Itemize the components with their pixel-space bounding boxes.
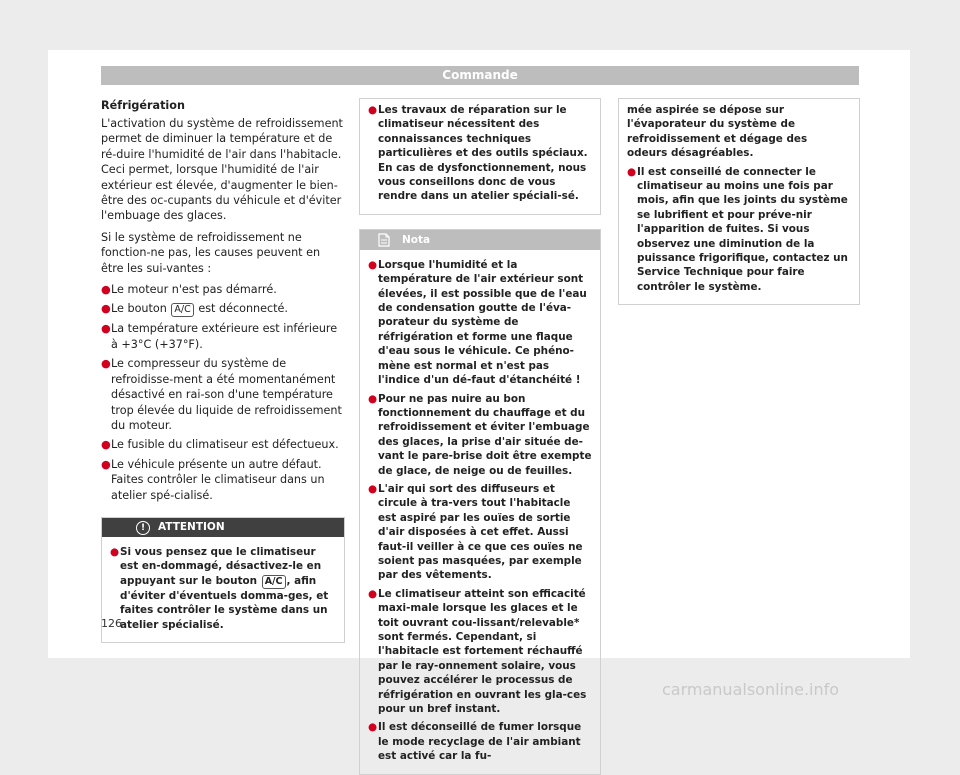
bullet-icon: ● bbox=[101, 283, 111, 297]
list-item: ● L'air qui sort des diffuseurs et circule à tra-vers tout l'habitacle est aspiré par les ouïes de sortie d'air disposées à cet effet. Aussi faut-il veiller à ce que ces ouïes ne soient pas masquées, par exemple par des vêtements. bbox=[368, 482, 583, 582]
attention-box bbox=[101, 517, 345, 643]
page-number: 126 bbox=[101, 617, 122, 630]
note-body bbox=[360, 250, 600, 774]
attention-header bbox=[102, 518, 344, 537]
section-title: Réfrigération bbox=[101, 99, 185, 112]
list-item: ● Le bouton A/C est déconnecté. bbox=[101, 302, 288, 316]
bullet-icon: ● bbox=[368, 482, 378, 495]
note-box bbox=[359, 229, 601, 775]
causes-paragraph: Si le système de refroidissement ne fonction-ne pas, les causes peuvent en être les sui-vantes : bbox=[101, 230, 321, 275]
note-header bbox=[360, 230, 600, 250]
list-item: ● Si vous pensez que le climatiseur est en-dommagé, désactivez-le en appuyant sur le bouton A/C , afin d'éviter d'éventuels domma-ges, et faites contrôler le système dans un atelier spécialisé. bbox=[110, 545, 329, 631]
note-box-continued bbox=[618, 98, 860, 305]
column-middle bbox=[359, 98, 601, 775]
note-icon bbox=[378, 233, 390, 247]
attention-box-continued bbox=[359, 98, 601, 215]
list-item: ● Le fusible du climatiseur est défectueux. bbox=[101, 438, 339, 452]
attention-label: ATTENTION bbox=[158, 520, 225, 533]
bullet-icon: ● bbox=[368, 721, 378, 734]
bullet-icon: ● bbox=[368, 104, 378, 116]
list-item: ● Pour ne pas nuire au bon fonctionnement du chauffage et du refroidissement et éviter l'embuage des glaces, la prise d'air située de-vant le pare-brise doit être exempte de glace, de neige ou de feuilles. bbox=[368, 392, 592, 477]
list-item: ● Le moteur n'est pas démarré. bbox=[101, 283, 277, 297]
column-left bbox=[101, 98, 345, 643]
bullet-icon: ● bbox=[368, 392, 378, 405]
list-item: ● Les travaux de réparation sur le climatiseur nécessitent des connaissances techniques particulières et des outils spéciaux. En cas de dysfonctionnement, nous vous conseillons donc de vous rendre dans un atelier spéciali-sé. bbox=[368, 104, 588, 203]
page-header: Commande bbox=[101, 66, 859, 85]
attention-body bbox=[102, 537, 344, 642]
bullet-icon: ● bbox=[110, 545, 120, 558]
bullet-icon: ● bbox=[101, 438, 111, 452]
continued-text: mée aspirée se dépose sur l'évaporateur du système de refroidissement et dégage des odeurs désagréables. bbox=[627, 104, 808, 160]
ac-key-icon: A/C bbox=[171, 303, 193, 317]
warning-icon: ! bbox=[136, 521, 150, 535]
bullet-icon: ● bbox=[627, 165, 637, 178]
list-item: ● La température extérieure est inférieure à +3°C (+37°F). bbox=[101, 322, 338, 351]
intro-paragraph: L'activation du système de refroidissement permet de diminuer la température et de ré-duire l'humidité de l'air dans l'habitacle. Ceci permet, lorsque l'humidité de l'air extérieur est élevée, d'augmenter le bien-être des oc-cupants du véhicule et d'éviter l'embuage des glaces. bbox=[101, 117, 343, 223]
ac-key-icon: A/C bbox=[262, 575, 286, 589]
list-item: ● Lorsque l'humidité et la température de l'air extérieur sont élevées, il est possible que de l'eau de condensation goutte de l'éva-porateur du système de réfrigération et forme une flaque d'eau sous le véhicule. Ce phéno-mène est normal et n'est pas l'indice d'un dé-faut d'étanchéité ! bbox=[368, 258, 587, 387]
bullet-icon: ● bbox=[101, 357, 111, 371]
bullet-icon: ● bbox=[101, 322, 111, 336]
bullet-icon: ● bbox=[101, 302, 111, 316]
list-item: ● Le climatiseur atteint son efficacité maxi-male lorsque les glaces et le toit ouvrant cou-lissant/relevable* sont fermés. Cependant, si l'habitacle est fortement réchauffé par le ray-onnement solaire, vous pouvez accélérer le processus de réfrigération en ouvrant les gla-ces pour un bref instant. bbox=[368, 587, 587, 716]
bullet-icon: ● bbox=[368, 258, 378, 271]
note-label: Nota bbox=[402, 233, 431, 246]
list-item: ● Le compresseur du système de refroidisse-ment a été momentanément désactivé en rai-son d'une température trop élevée du liquide de refroidissement du moteur. bbox=[101, 357, 342, 432]
list-item: ● Il est conseillé de connecter le climatiseur au moins une fois par mois, afin que les joints du système se lubrifient et pour préve-nir l'apparition de fuites. Si vous observez une diminution de la puissance frigorifique, contactez un Service Technique pour faire contrôler le système. bbox=[627, 165, 848, 293]
list-item: ● Le véhicule présente un autre défaut. Faites contrôler le climatiseur dans un atelier spé-cialisé. bbox=[101, 457, 325, 502]
bullet-icon: ● bbox=[368, 587, 378, 600]
watermark: carmanualsonline.info bbox=[662, 680, 840, 699]
bullet-icon: ● bbox=[101, 457, 111, 471]
column-right bbox=[618, 98, 860, 305]
list-item: ● Il est déconseillé de fumer lorsque le mode recyclage de l'air ambiant est activé car la fu- bbox=[368, 721, 582, 763]
